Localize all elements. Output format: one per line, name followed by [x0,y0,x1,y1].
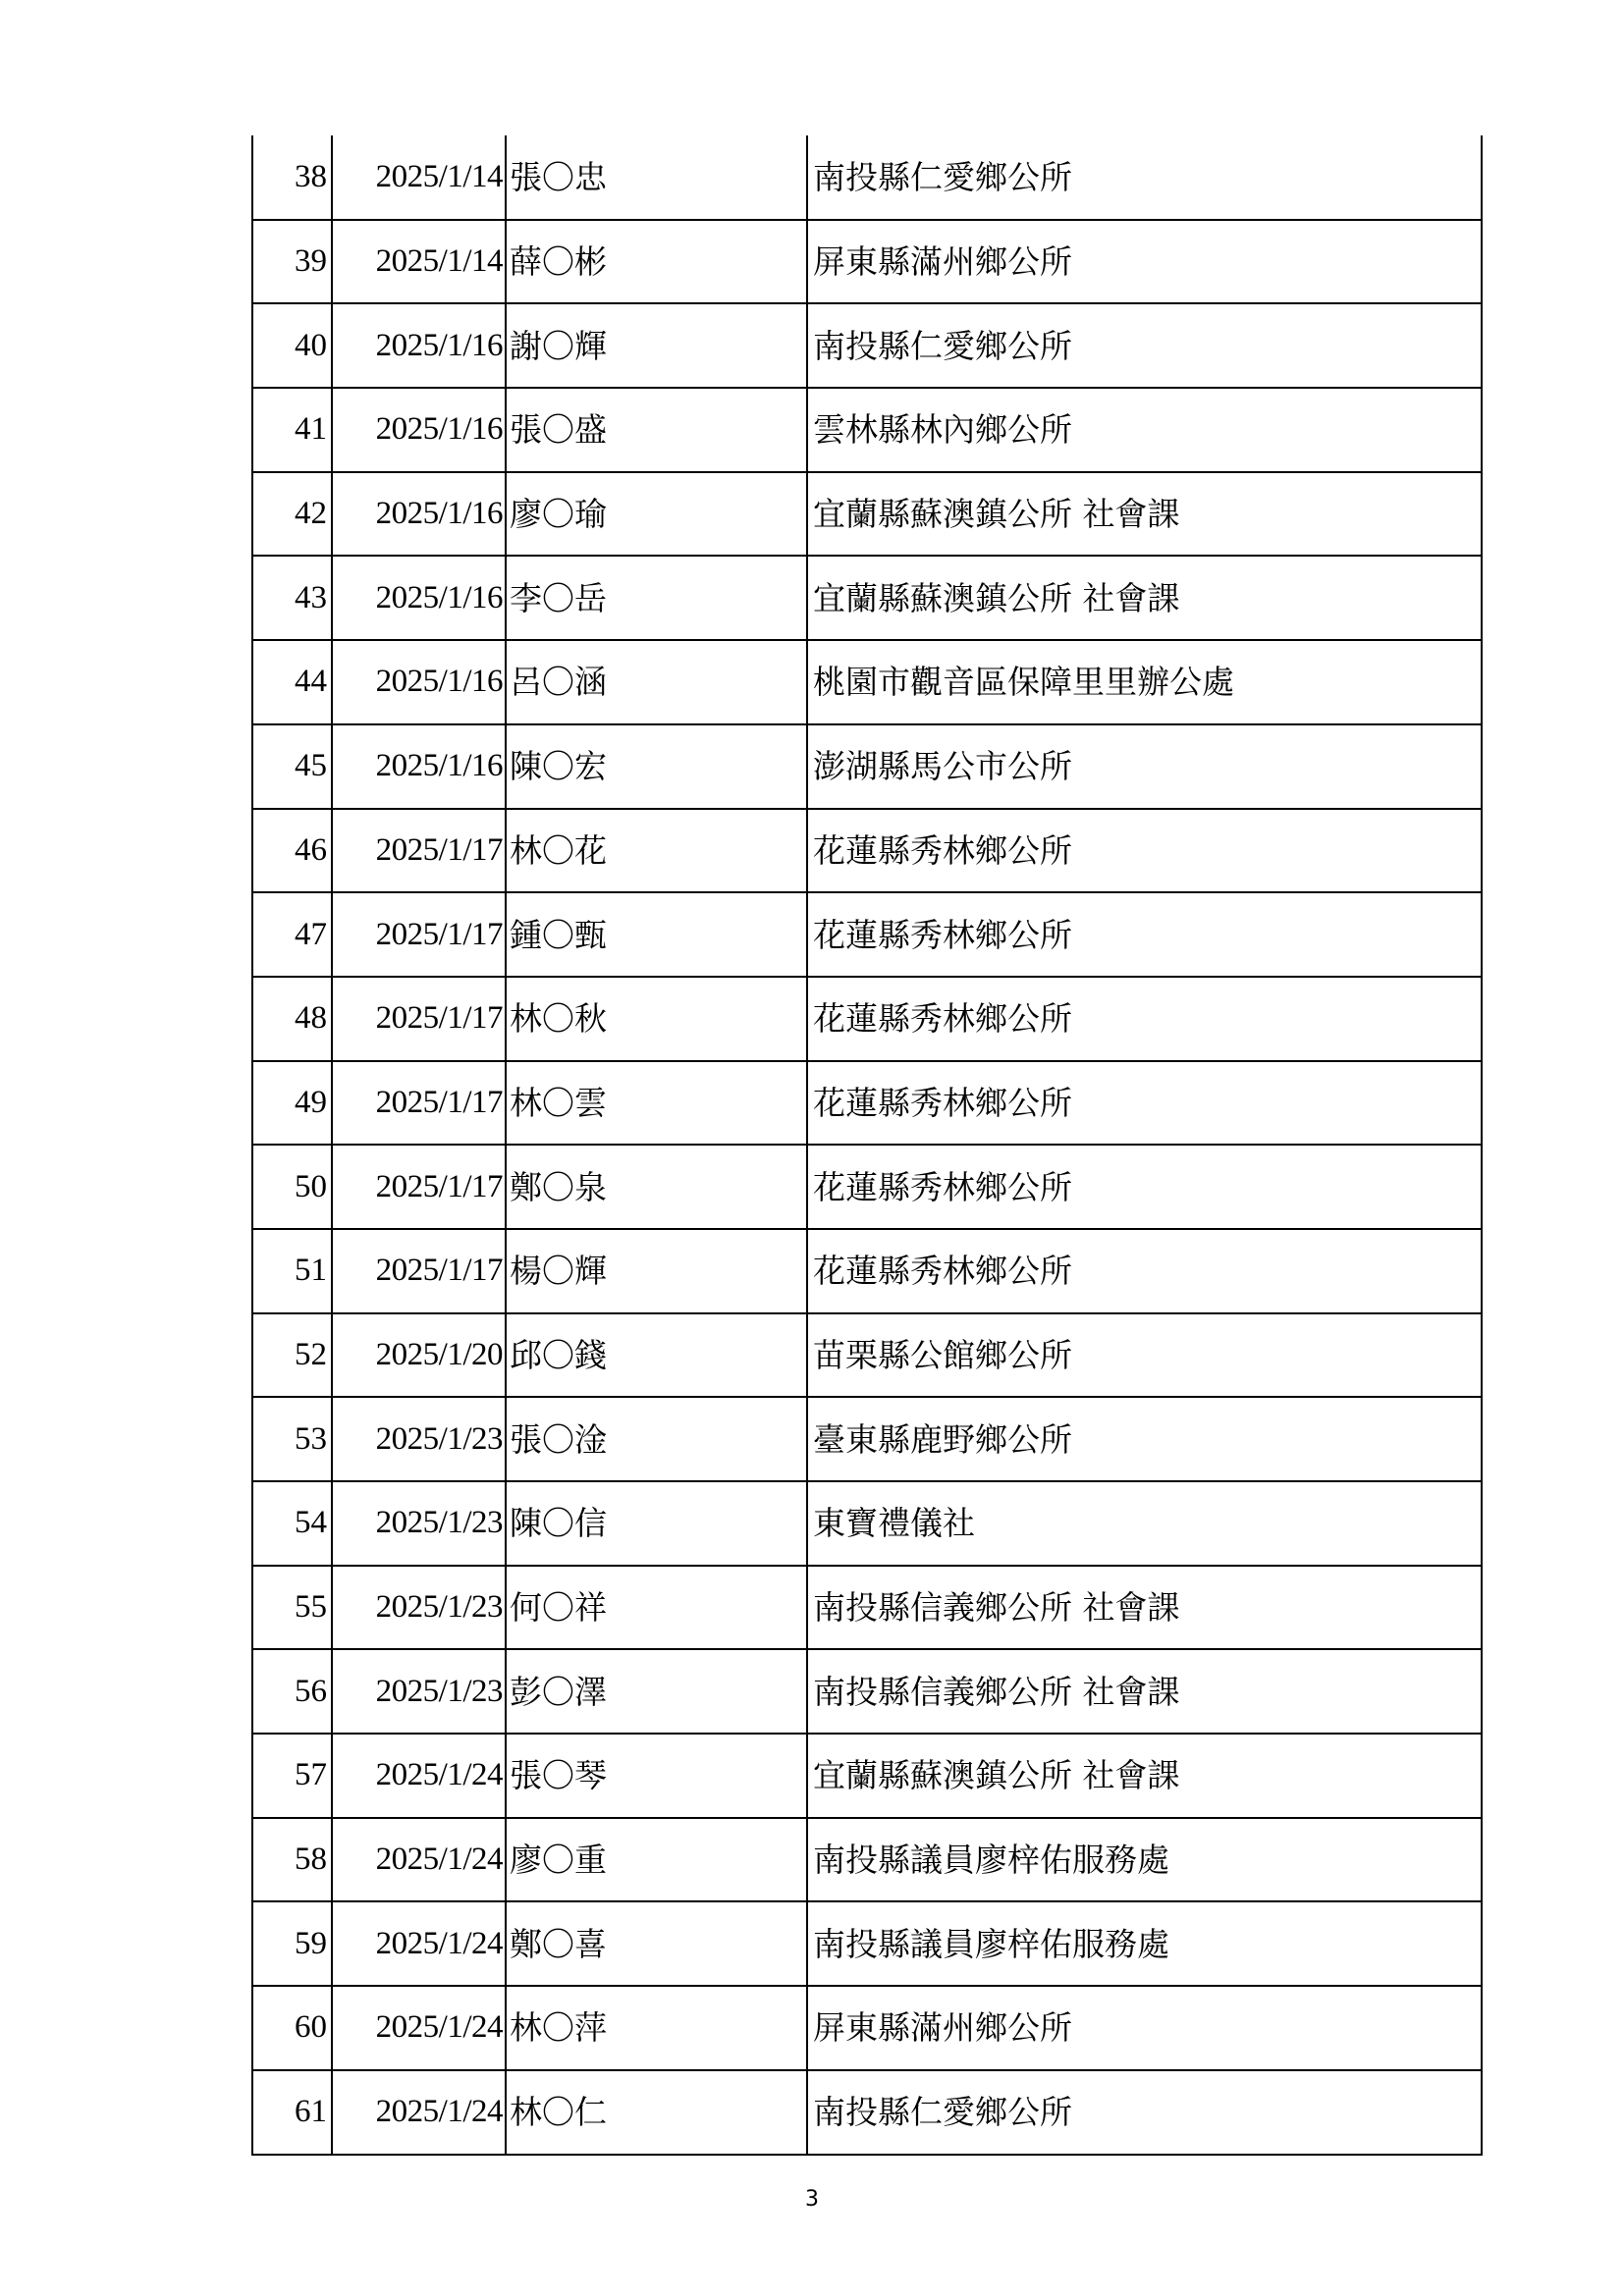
organization-cell: 臺東縣鹿野鄉公所 [807,1397,1482,1481]
organization-cell: 宜蘭縣蘇澳鎮公所 社會課 [807,556,1482,640]
name-cell: 鍾〇甄 [506,892,807,977]
name-cell: 張〇淦 [506,1397,807,1481]
name-cell: 謝〇輝 [506,303,807,388]
name-cell: 張〇忠 [506,135,807,220]
table-row [252,2070,1482,2155]
organization-cell: 南投縣仁愛鄉公所 [807,2070,1482,2155]
date-cell: 2025/1/17 [332,977,506,1061]
date-cell: 2025/1/17 [332,1061,506,1146]
table-row [252,388,1482,472]
row-number-cell: 43 [252,556,332,640]
row-number-cell: 59 [252,1901,332,1986]
organization-cell: 屏東縣滿州鄉公所 [807,1986,1482,2070]
name-cell: 李〇岳 [506,556,807,640]
name-cell: 林〇萍 [506,1986,807,2070]
date-cell: 2025/1/16 [332,303,506,388]
table-row [252,1818,1482,1902]
name-cell: 邱〇錢 [506,1313,807,1398]
organization-cell: 南投縣信義鄉公所 社會課 [807,1566,1482,1650]
date-cell: 2025/1/23 [332,1566,506,1650]
date-cell: 2025/1/17 [332,1145,506,1229]
name-cell: 陳〇宏 [506,724,807,809]
date-cell: 2025/1/17 [332,892,506,977]
row-number-cell: 38 [252,135,332,220]
row-number-cell: 60 [252,1986,332,2070]
table-row [252,809,1482,893]
organization-cell: 桃園市觀音區保障里里辦公處 [807,640,1482,724]
name-cell: 廖〇瑜 [506,472,807,557]
records-table [251,135,1483,2156]
row-number-cell: 55 [252,1566,332,1650]
table-row [252,724,1482,809]
table-row [252,303,1482,388]
row-number-cell: 48 [252,977,332,1061]
records-table-body [252,135,1482,2155]
organization-cell: 南投縣信義鄉公所 社會課 [807,1649,1482,1734]
date-cell: 2025/1/14 [332,220,506,304]
date-cell: 2025/1/16 [332,472,506,557]
date-cell: 2025/1/16 [332,640,506,724]
date-cell: 2025/1/24 [332,2070,506,2155]
row-number-cell: 41 [252,388,332,472]
organization-cell: 花蓮縣秀林鄉公所 [807,809,1482,893]
organization-cell: 澎湖縣馬公市公所 [807,724,1482,809]
date-cell: 2025/1/23 [332,1397,506,1481]
row-number-cell: 45 [252,724,332,809]
page-number: 3 [805,2187,819,2212]
row-number-cell: 61 [252,2070,332,2155]
table-row [252,1734,1482,1818]
date-cell: 2025/1/17 [332,1229,506,1313]
table-row [252,1649,1482,1734]
date-cell: 2025/1/16 [332,388,506,472]
date-cell: 2025/1/23 [332,1481,506,1566]
table-row [252,220,1482,304]
name-cell: 薛〇彬 [506,220,807,304]
row-number-cell: 49 [252,1061,332,1146]
table-row [252,1229,1482,1313]
name-cell: 陳〇信 [506,1481,807,1566]
organization-cell: 雲林縣林內鄉公所 [807,388,1482,472]
row-number-cell: 44 [252,640,332,724]
table-row [252,640,1482,724]
organization-cell: 宜蘭縣蘇澳鎮公所 社會課 [807,472,1482,557]
row-number-cell: 57 [252,1734,332,1818]
row-number-cell: 42 [252,472,332,557]
organization-cell: 花蓮縣秀林鄉公所 [807,1145,1482,1229]
date-cell: 2025/1/24 [332,1734,506,1818]
date-cell: 2025/1/16 [332,556,506,640]
date-cell: 2025/1/14 [332,135,506,220]
row-number-cell: 47 [252,892,332,977]
name-cell: 林〇雲 [506,1061,807,1146]
table-row [252,1566,1482,1650]
name-cell: 林〇仁 [506,2070,807,2155]
date-cell: 2025/1/24 [332,1818,506,1902]
table-row [252,1901,1482,1986]
row-number-cell: 53 [252,1397,332,1481]
date-cell: 2025/1/20 [332,1313,506,1398]
organization-cell: 花蓮縣秀林鄉公所 [807,977,1482,1061]
row-number-cell: 56 [252,1649,332,1734]
name-cell: 廖〇重 [506,1818,807,1902]
name-cell: 林〇花 [506,809,807,893]
name-cell: 鄭〇喜 [506,1901,807,1986]
name-cell: 呂〇涵 [506,640,807,724]
row-number-cell: 52 [252,1313,332,1398]
table-row [252,1481,1482,1566]
table-row [252,892,1482,977]
records-table-container [251,135,1481,2156]
row-number-cell: 58 [252,1818,332,1902]
name-cell: 張〇盛 [506,388,807,472]
row-number-cell: 50 [252,1145,332,1229]
organization-cell: 屏東縣滿州鄉公所 [807,220,1482,304]
organization-cell: 南投縣仁愛鄉公所 [807,135,1482,220]
organization-cell: 南投縣仁愛鄉公所 [807,303,1482,388]
date-cell: 2025/1/24 [332,1901,506,1986]
row-number-cell: 51 [252,1229,332,1313]
organization-cell: 南投縣議員廖梓佑服務處 [807,1818,1482,1902]
row-number-cell: 54 [252,1481,332,1566]
organization-cell: 花蓮縣秀林鄉公所 [807,1061,1482,1146]
date-cell: 2025/1/17 [332,809,506,893]
name-cell: 林〇秋 [506,977,807,1061]
table-row [252,135,1482,220]
organization-cell: 宜蘭縣蘇澳鎮公所 社會課 [807,1734,1482,1818]
table-row [252,472,1482,557]
table-row [252,1145,1482,1229]
row-number-cell: 39 [252,220,332,304]
organization-cell: 苗栗縣公館鄉公所 [807,1313,1482,1398]
table-row [252,1061,1482,1146]
organization-cell: 花蓮縣秀林鄉公所 [807,892,1482,977]
organization-cell: 花蓮縣秀林鄉公所 [807,1229,1482,1313]
row-number-cell: 46 [252,809,332,893]
name-cell: 鄭〇泉 [506,1145,807,1229]
table-row [252,977,1482,1061]
table-row [252,1397,1482,1481]
organization-cell: 東寶禮儀社 [807,1481,1482,1566]
row-number-cell: 40 [252,303,332,388]
name-cell: 彭〇澤 [506,1649,807,1734]
date-cell: 2025/1/23 [332,1649,506,1734]
table-row [252,556,1482,640]
table-row [252,1986,1482,2070]
organization-cell: 南投縣議員廖梓佑服務處 [807,1901,1482,1986]
name-cell: 楊〇輝 [506,1229,807,1313]
date-cell: 2025/1/24 [332,1986,506,2070]
date-cell: 2025/1/16 [332,724,506,809]
table-row [252,1313,1482,1398]
name-cell: 張〇琴 [506,1734,807,1818]
name-cell: 何〇祥 [506,1566,807,1650]
